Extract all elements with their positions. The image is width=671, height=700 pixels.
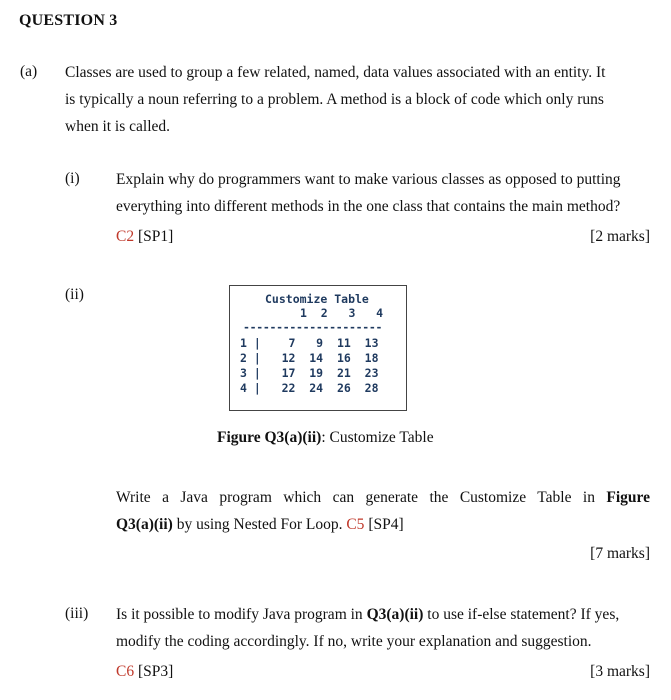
row-index: 3 | <box>240 366 261 380</box>
table-title: Customize Table <box>265 292 369 306</box>
instr-figure-ref: Q3(a)(ii) <box>116 516 173 533</box>
table-row <box>240 381 379 395</box>
row-index: 2 | <box>240 351 261 365</box>
part-iii-text-seg: Is it possible to modify Java program in <box>116 606 363 623</box>
part-a-label: (a) <box>20 63 38 80</box>
sp-code: [SP1] <box>137 228 174 245</box>
question-heading: QUESTION 3 <box>19 12 118 29</box>
row-index: 4 | <box>240 381 261 395</box>
table-row <box>240 351 379 365</box>
course-outcome-code: C2 <box>116 228 135 245</box>
instr-figure-ref: Figure <box>606 489 651 506</box>
row-values: 12 14 16 18 <box>281 351 379 365</box>
part-iii-ref: Q3(a)(ii) <box>366 606 424 623</box>
part-ii-line <box>116 511 650 538</box>
part-iii-text-seg: to use if-else statement? If yes, <box>427 606 620 623</box>
course-outcome-code: C6 <box>116 663 135 680</box>
part-iii-label: (iii) <box>65 605 89 622</box>
part-iii-marks: [3 marks] <box>590 663 650 680</box>
table-header: 1 2 3 4 <box>300 306 384 320</box>
customize-table-figure <box>229 285 407 411</box>
part-iii-line: modify the coding accordingly. If no, write your explanation and suggestion. <box>116 633 592 650</box>
part-i-marks: [2 marks] <box>590 228 650 245</box>
figure-caption <box>217 429 434 447</box>
figure-caption-label: Figure Q3(a)(ii) <box>217 429 322 446</box>
course-outcome-code: C5 <box>346 516 365 533</box>
part-iii-code <box>116 663 173 681</box>
part-i-code <box>116 228 173 246</box>
part-i-line: Explain why do programmers want to make various classes as opposed to putting <box>116 171 621 188</box>
part-a-line: Classes are used to group a few related, named, data values associated with an entity. It <box>65 64 606 81</box>
row-values: 7 9 11 13 <box>281 336 379 350</box>
part-ii-instruction <box>116 484 650 538</box>
sp-code: [SP3] <box>137 663 174 680</box>
row-index: 1 | <box>240 336 261 350</box>
part-a-text <box>65 59 650 140</box>
table-row <box>240 366 379 380</box>
table-separator: --------------------- <box>243 320 383 334</box>
sp-code: [SP4] <box>368 516 404 533</box>
instr-text: Write a Java program which can generate the Customize Table in <box>116 489 595 506</box>
part-i-line: everything into different methods in the one class that contains the main method? <box>116 198 621 215</box>
part-iii-line <box>116 601 650 628</box>
figure-caption-text: : Customize Table <box>321 429 434 446</box>
row-values: 22 24 26 28 <box>281 381 379 395</box>
part-i-text <box>116 166 650 220</box>
part-iii-text <box>116 601 650 655</box>
part-a-line: is typically a noun referring to a problem. A method is a block of code which only runs <box>65 91 604 108</box>
part-ii-label: (ii) <box>65 286 84 303</box>
row-values: 17 19 21 23 <box>281 366 379 380</box>
instr-text: by using Nested For Loop. <box>176 516 343 533</box>
part-i-label: (i) <box>65 170 80 187</box>
part-a-line: when it is called. <box>65 118 171 135</box>
table-row <box>240 336 379 350</box>
part-ii-marks: [7 marks] <box>590 545 650 562</box>
part-ii-line <box>116 484 650 511</box>
